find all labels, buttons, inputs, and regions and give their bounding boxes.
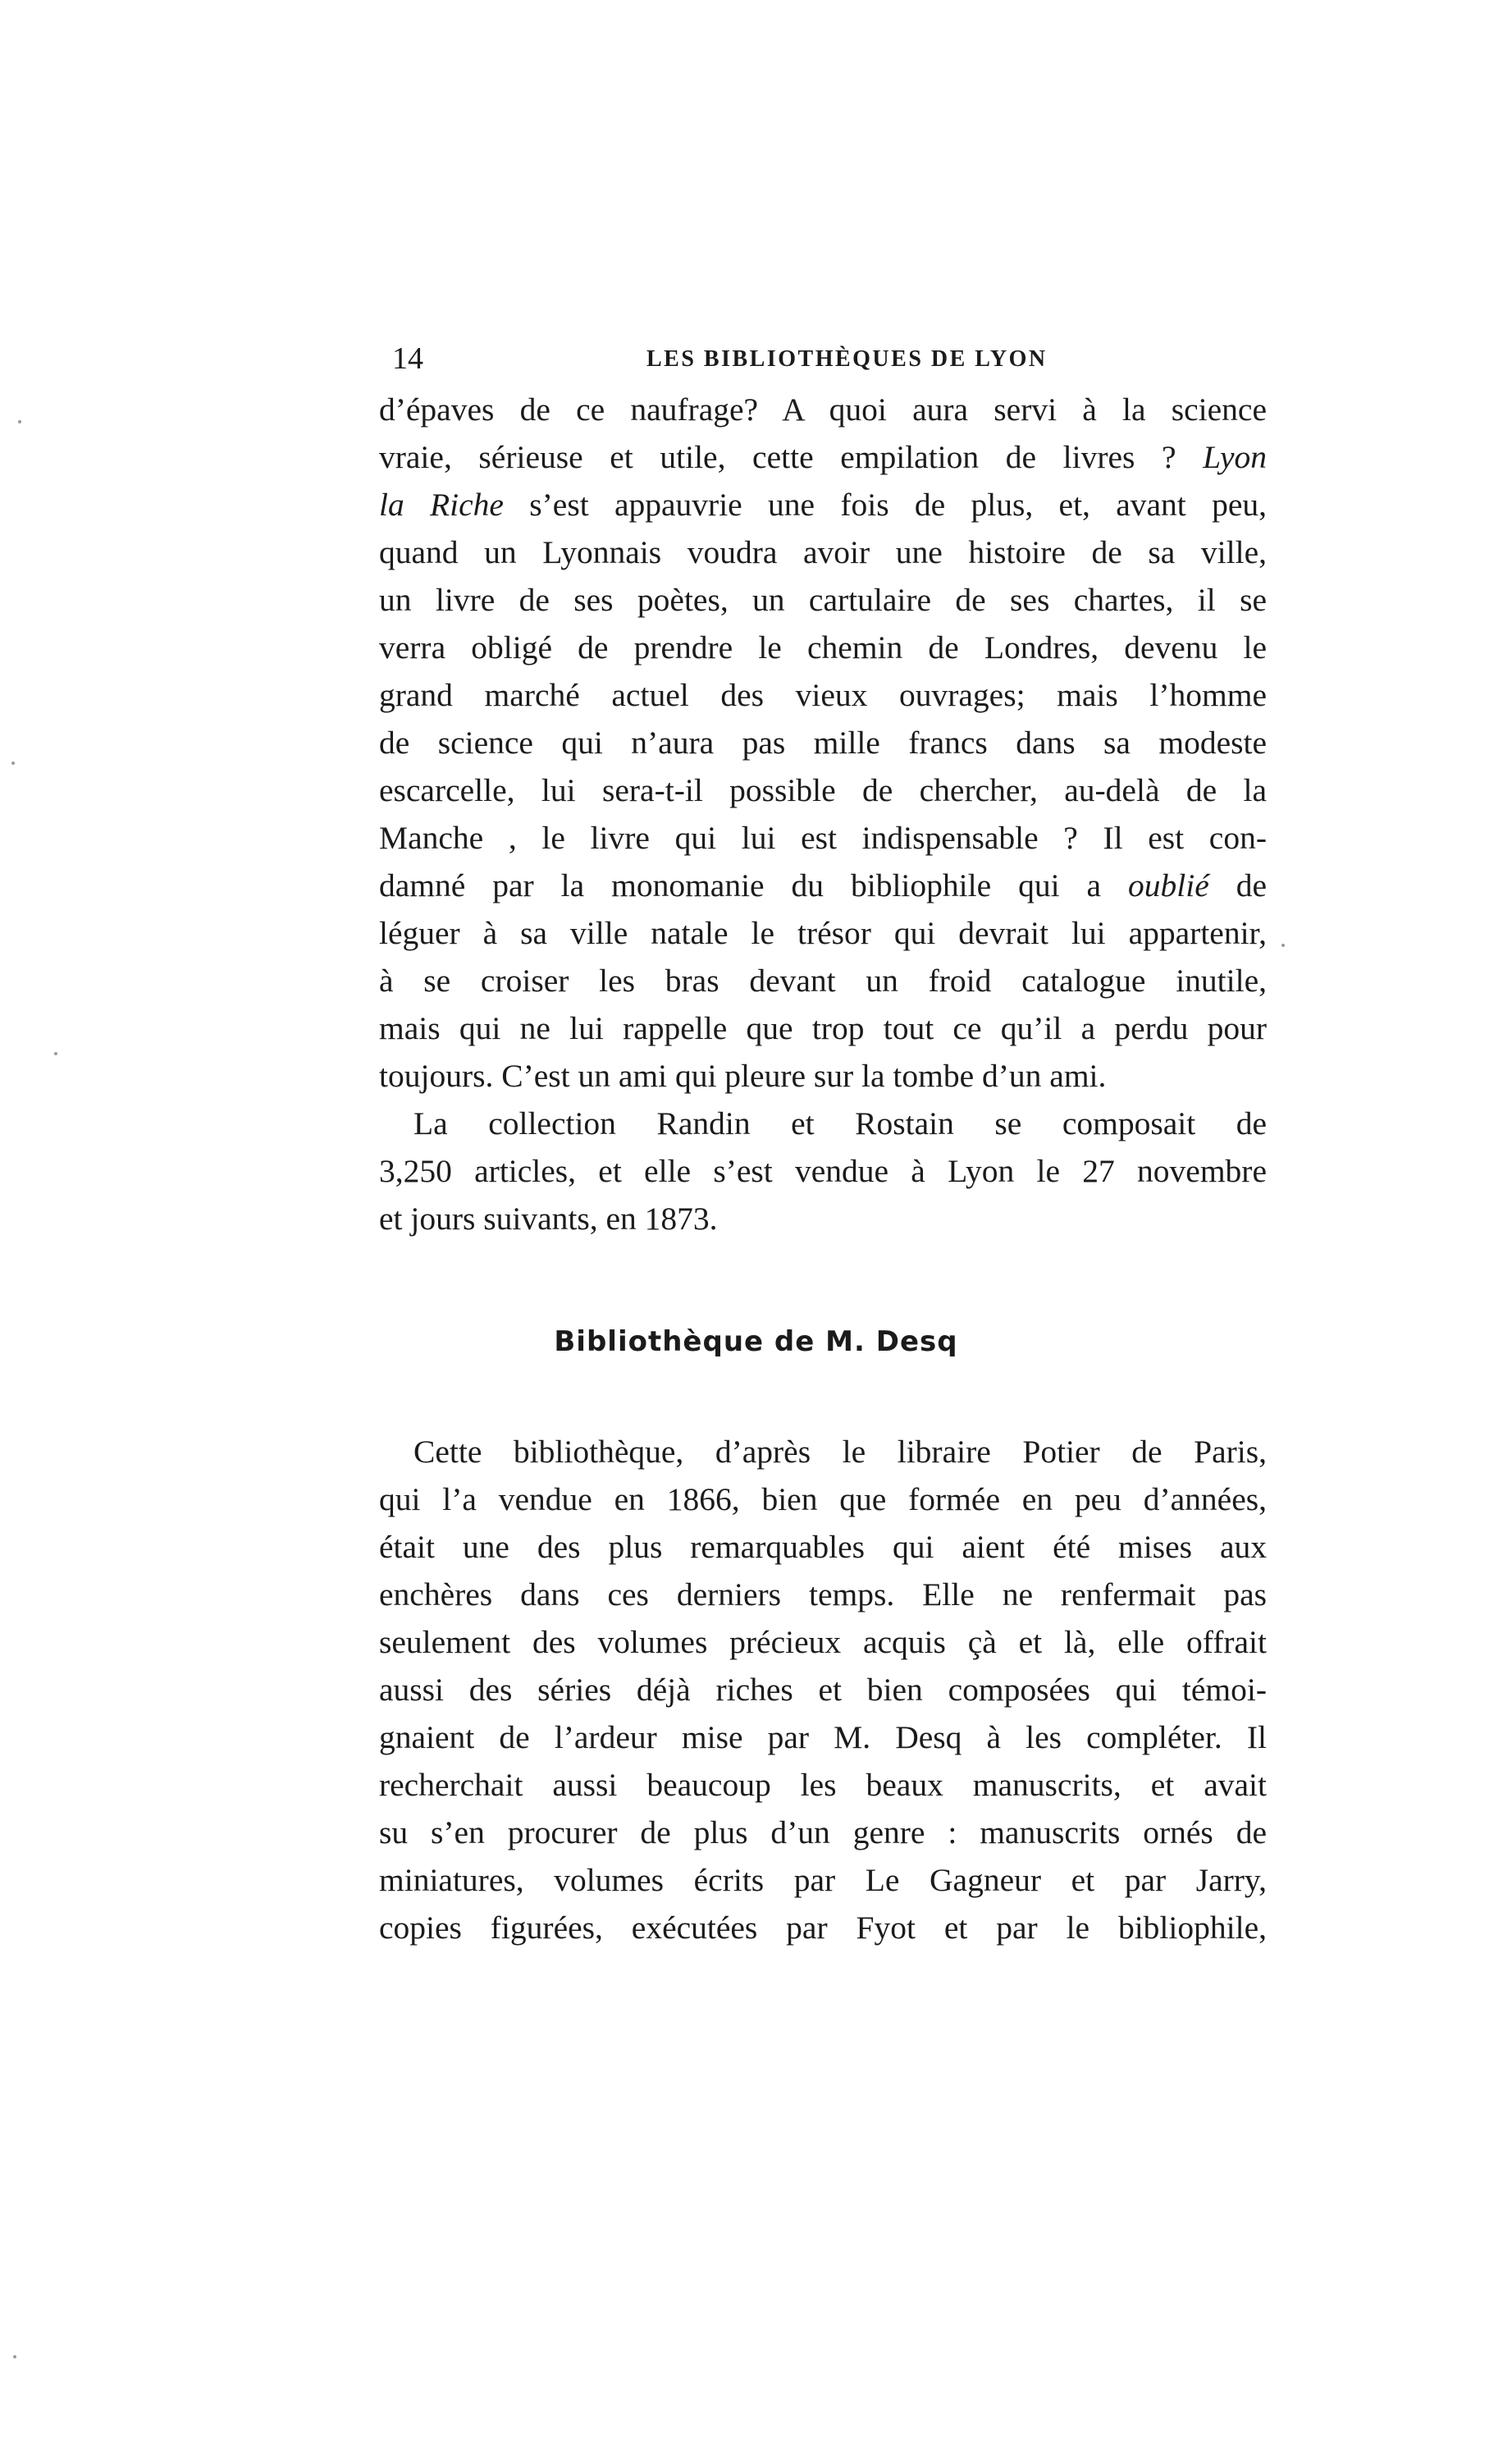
text-line: quand un Lyonnais voudra avoir une histoire de sa ville, [379,534,1267,570]
text-line: enchères dans ces derniers temps. Elle ne renfermait pas [379,1576,1267,1612]
text-line: Manche , le livre qui lui est indispensable ? Il est con- [379,820,1267,856]
text-line: seulement des volumes précieux acquis çà et là, elle offrait [379,1624,1267,1660]
text-line: verra obligé de prendre le chemin de Londres, devenu le [379,629,1267,666]
text-line: grand marché actuel des vieux ouvrages; mais l’homme [379,677,1267,713]
running-head [392,338,1280,379]
page-number: 14 [392,341,423,376]
scan-speck [54,1052,57,1055]
text-line: qui l’a vendue en 1866, bien que formée en peu d’années, [379,1481,1267,1517]
emphasized-text: la Riche [379,487,504,523]
text-line: à se croiser les bras devant un froid catalogue inutile, [379,963,1267,999]
scan-speck [13,2355,16,2358]
text-line: Cette bibliothèque, d’après le libraire Potier de Paris, [413,1434,1267,1470]
text-line: escarcelle, lui sera-t-il possible de chercher, au-delà de la [379,772,1267,808]
text-line: 3,250 articles, et elle s’est vendue à Lyon le 27 novembre [379,1153,1267,1189]
text-line: gnaient de l’ardeur mise par M. Desq à les compléter. Il [379,1719,1267,1755]
text-line [379,433,1267,481]
scan-speck [1281,944,1285,947]
emphasized-text: oublié [1128,867,1209,903]
text-line: était une des plus remarquables qui aient été mises aux [379,1529,1267,1565]
text-line [379,481,1267,528]
emphasized-text: Lyon [1203,439,1267,475]
text-line: recherchait aussi beaucoup les beaux manuscrits, et avait [379,1767,1267,1803]
text-line: de science qui n’aura pas mille francs dans sa modeste [379,725,1267,761]
text-line [379,862,1267,909]
text-line: aussi des séries déjà riches et bien composées qui témoi- [379,1672,1267,1708]
text-line: léguer à sa ville natale le trésor qui devrait lui appartenir, [379,915,1267,951]
text-segment: damné par la monomanie du bibliophile qui a [379,867,1102,903]
text-segment: vraie, sérieuse et utile, cette empilation de livres ? [379,439,1176,475]
scan-speck [18,420,21,423]
text-line: d’épaves de ce naufrage? A quoi aura servi à la science [379,391,1267,428]
text-segment: de [1236,867,1267,903]
scan-speck [11,762,15,765]
running-title: LES BIBLIOTHÈQUES DE LYON [646,346,1048,372]
text-line: toujours. C’est un ami qui pleure sur la tombe d’un ami. [379,1058,1107,1094]
text-segment: s’est appauvrie une fois de plus, et, avant peu, [529,487,1267,523]
text-line: miniatures, volumes écrits par Le Gagneur et par Jarry, [379,1862,1267,1898]
text-line: et jours suivants, en 1873. [379,1201,718,1237]
text-line: su s’en procurer de plus d’un genre : manuscrits ornés de [379,1814,1267,1850]
text-line: mais qui ne lui rappelle que trop tout ce qu’il a perdu pour [379,1010,1267,1046]
text-line: un livre de ses poètes, un cartulaire de ses chartes, il se [379,582,1267,618]
section-heading: Bibliothèque de M. Desq [554,1325,958,1358]
text-line: La collection Randin et Rostain se composait de [413,1105,1267,1141]
text-line: copies figurées, exécutées par Fyot et par le bibliophile, [379,1910,1267,1946]
